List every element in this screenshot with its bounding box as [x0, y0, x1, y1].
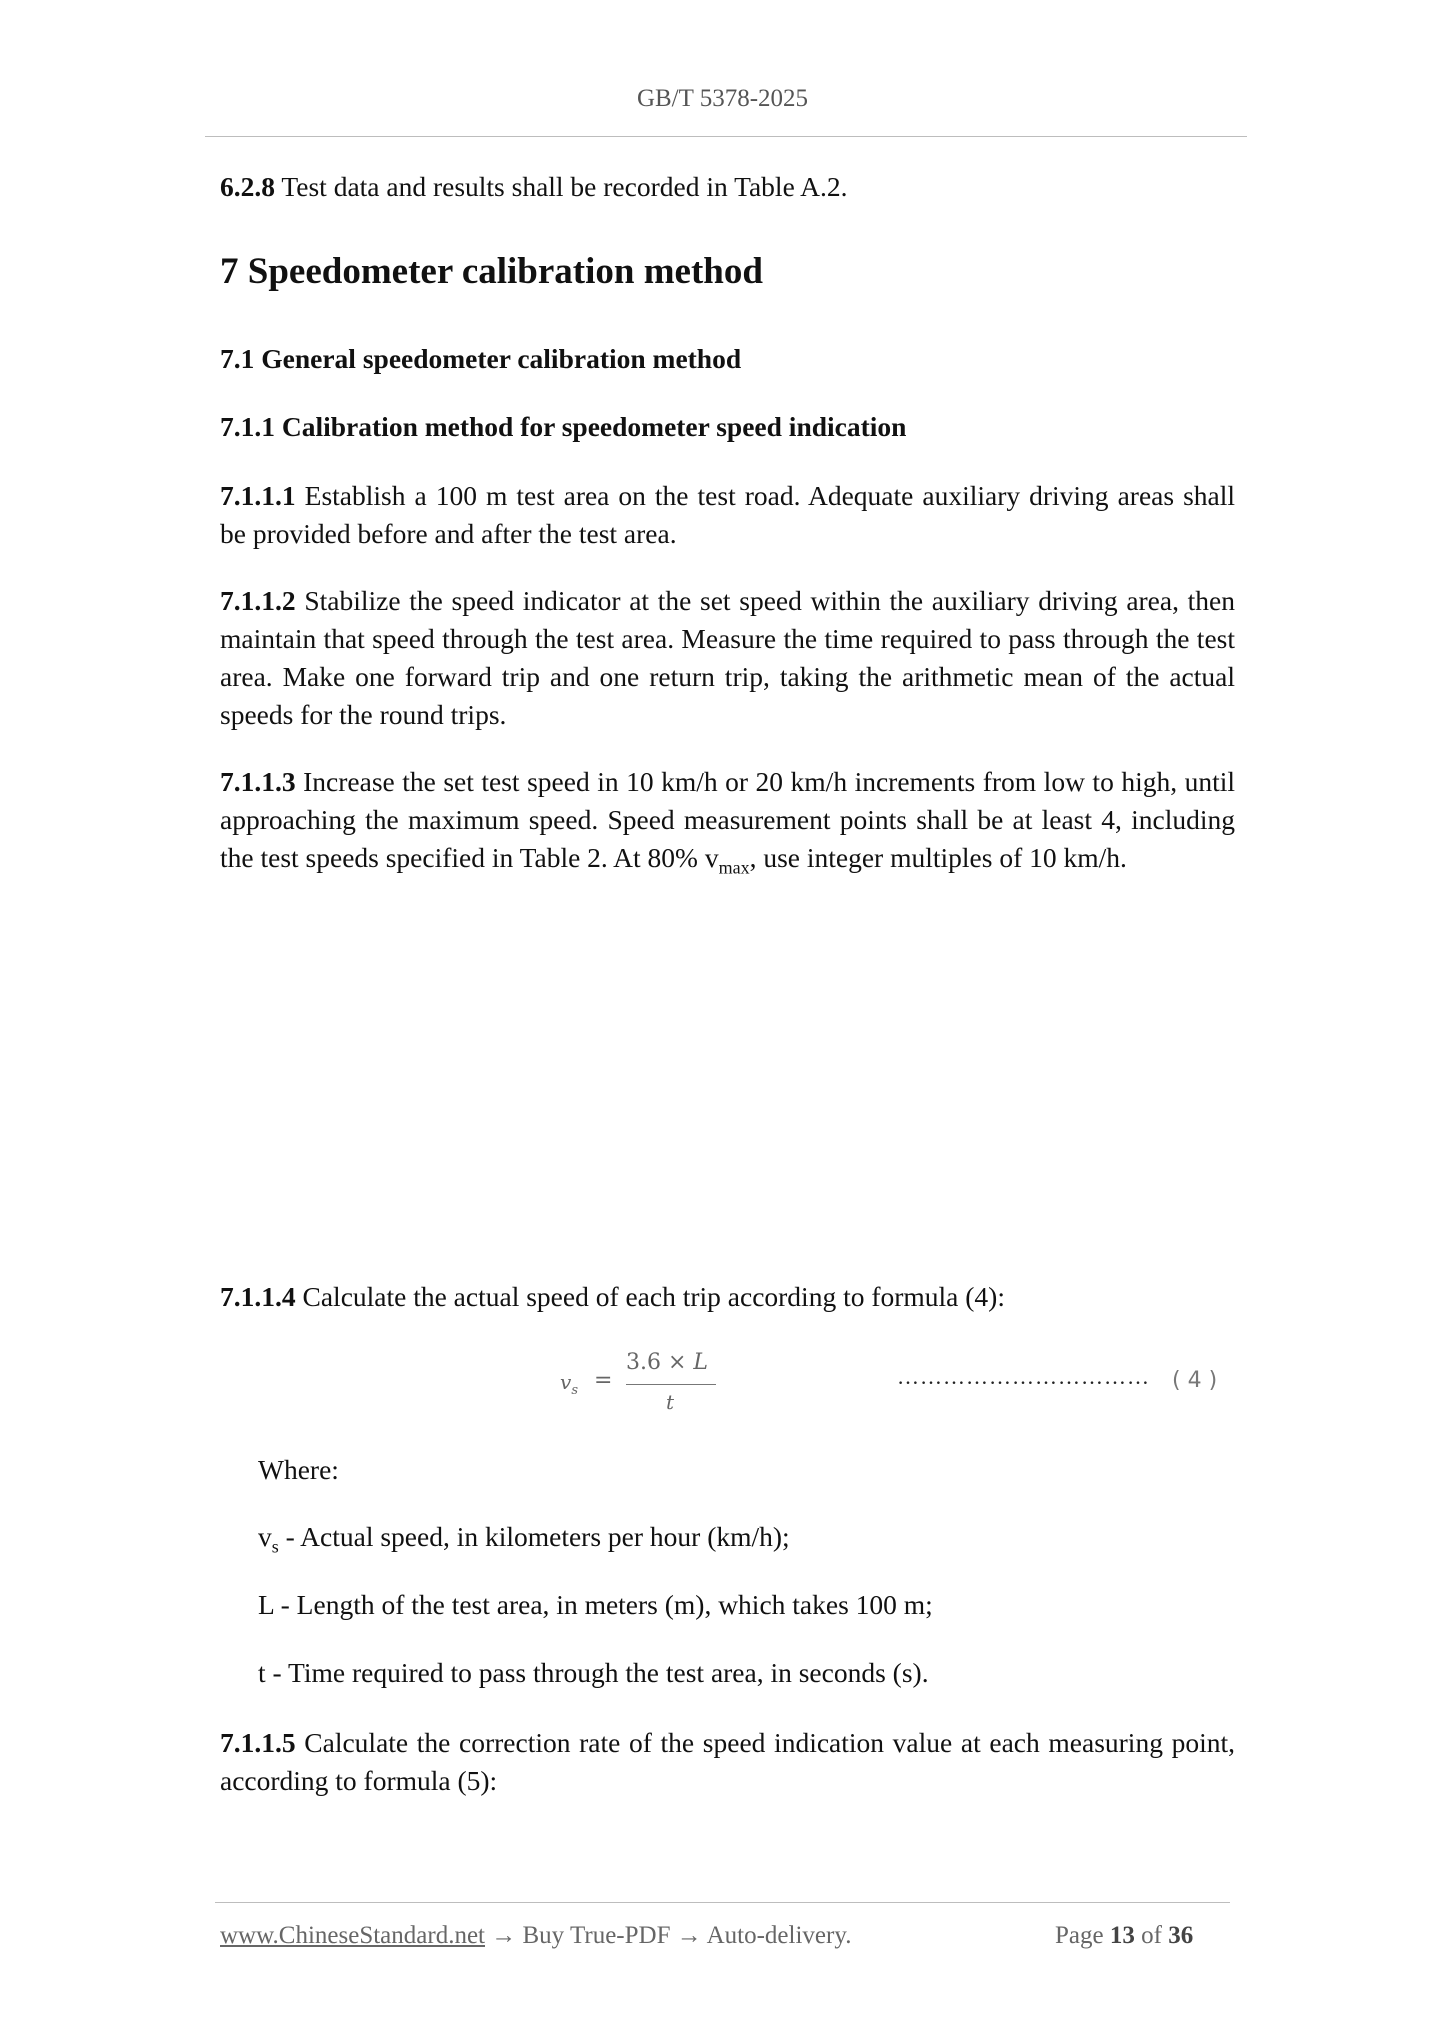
clause-text: Stabilize the speed indicator at the set speed within the auxiliary driving area, then maintain that speed through the test area. Measure the time required to pass through the test area. Make one forward trip and one return trip, taking the arithmetic mean of the actual speeds for the round trips. — [220, 585, 1235, 730]
formula-numerator: 3.6 × L — [626, 1350, 709, 1375]
clause-number: 7.1.1.1 — [220, 480, 296, 511]
subsection-7-1-1-heading: 7.1.1 Calibration method for speedometer speed indication — [220, 411, 907, 442]
formula-leader-dots: …………………………… — [897, 1364, 1150, 1389]
subsection-7-1-heading: 7.1 General speedometer calibration method — [220, 343, 742, 374]
website-link[interactable]: www.ChineseStandard.net — [220, 1922, 485, 1949]
clause-text: Establish a 100 m test area on the test road. Adequate auxiliary driving areas shall be provided before and after the test area. — [220, 480, 1236, 549]
footer-promo — [220, 1922, 851, 1950]
buy-pdf-text: Buy True-PDF — [522, 1922, 671, 1949]
where-L-definition: L - Length of the test area, in meters (m), which takes 100 m; — [258, 1589, 933, 1620]
arrow-icon: → — [485, 1922, 523, 1949]
section-7-heading: 7 Speedometer calibration method — [220, 251, 763, 292]
where-vs-definition: $v_s$ - Actual speed, in kilometers per hour (km/h); — [258, 1521, 790, 1557]
formula-number: ( 4 ) — [1172, 1368, 1218, 1393]
clause-7-1-1-1 — [220, 477, 1235, 553]
formula-fraction-bar — [626, 1384, 716, 1385]
auto-delivery-text: Auto-delivery. — [706, 1922, 852, 1949]
footer-divider — [215, 1902, 1230, 1903]
document-code-header: GB/T 5378-2025 — [636, 85, 809, 112]
formula-lhs: $v_s$ — [560, 1370, 578, 1398]
page-indicator: Page 13 of 36 — [1055, 1922, 1194, 1949]
clause-6-2-8 — [220, 168, 1235, 206]
total-pages: 36 — [1168, 1922, 1194, 1949]
clause-number: 7.1.1.3 — [220, 766, 296, 797]
clause-text: Test data and results shall be recorded in Table A.2. — [281, 171, 848, 202]
clause-number: 7.1.1.4 — [220, 1281, 296, 1312]
where-t-definition: t - Time required to pass through the test area, in seconds (s). — [258, 1657, 929, 1688]
header-divider — [205, 136, 1247, 137]
vmax-subscript: max — [718, 857, 750, 878]
clause-number: 7.1.1.5 — [220, 1727, 296, 1758]
current-page: 13 — [1109, 1922, 1135, 1949]
clause-text: Increase the set test speed in 10 km/h or 20 km/h increments from low to high, until approaching the maximum speed. Speed measurement points shall be at least 4, including the test speeds specified in Table 2. At 80% v — [220, 766, 1236, 873]
formula-denominator: t — [666, 1390, 675, 1414]
arrow-icon: → — [670, 1922, 707, 1949]
clause-7-1-1-4 — [220, 1278, 1235, 1316]
clause-7-1-1-2 — [220, 582, 1235, 734]
clause-text-end: , use integer multiples of 10 km/h. — [749, 842, 1127, 873]
clause-text: Calculate the correction rate of the speed indication value at each measuring point, according to formula (5): — [220, 1727, 1236, 1796]
clause-text: Calculate the actual speed of each trip according to formula (4): — [302, 1281, 1005, 1312]
formula-equals: = — [594, 1368, 613, 1393]
clause-number: 6.2.8 — [220, 171, 275, 202]
clause-7-1-1-3 — [220, 763, 1235, 887]
where-label: Where: — [258, 1454, 339, 1485]
clause-number: 7.1.1.2 — [220, 585, 296, 616]
clause-7-1-1-5 — [220, 1724, 1235, 1800]
formula-4 — [560, 1350, 720, 1420]
